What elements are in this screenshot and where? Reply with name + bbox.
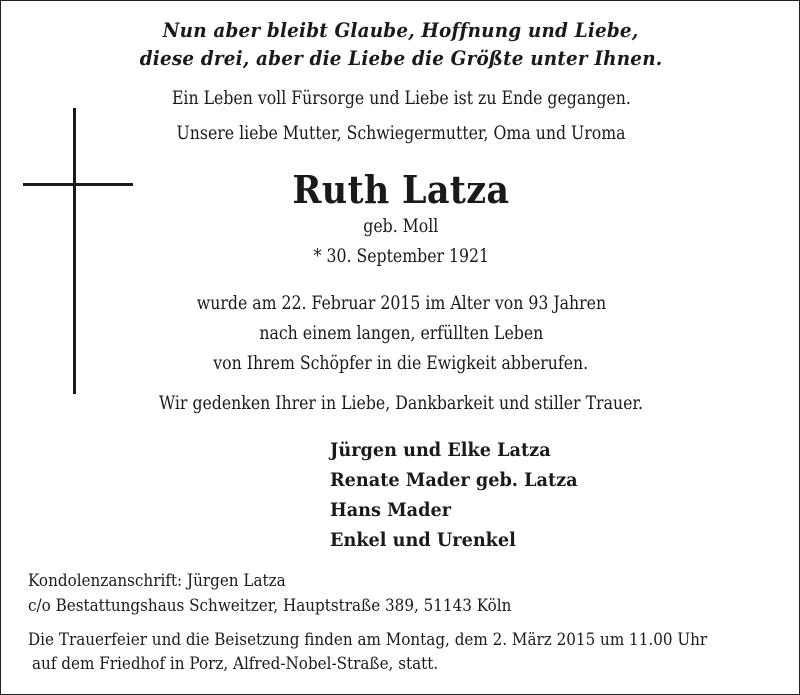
mourner-name: Enkel und Urenkel (330, 529, 516, 551)
mourner-name: Renate Mader geb. Latza (330, 469, 578, 491)
mourner-name: Hans Mader (330, 499, 452, 521)
message-line-1: wurde am 22. Februar 2015 im Alter von 93 Jahren (196, 292, 606, 314)
message-line-4: Wir gedenken Ihrer in Liebe, Dankbarkeit und stiller Trauer. (159, 392, 643, 414)
message-line-3: von Ihrem Schöpfer in die Ewigkeit abberufen. (213, 352, 589, 374)
condolence-line-2: c/o Bestattungshaus Schweitzer, Hauptstraße 389, 51143 Köln (28, 596, 512, 615)
mourner-name: Jürgen und Elke Latza (330, 439, 551, 461)
verse-line-1: Nun aber bleibt Glaube, Hoffnung und Liebe, (163, 18, 639, 42)
service-line-2: auf dem Friedhof in Porz, Alfred-Nobel-Straße, statt. (32, 654, 439, 673)
mourners-list (330, 435, 596, 555)
intro-line-1: Ein Leben voll Fürsorge und Liebe ist zu Ende gegangen. (171, 87, 631, 109)
intro-line-2: Unsere liebe Mutter, Schwiegermutter, Oma und Uroma (176, 122, 626, 144)
service-line-1: Die Trauerfeier und die Beisetzung finden am Montag, dem 2. März 2015 um 11.00 Uhr (28, 630, 708, 649)
message-line-2: nach einem langen, erfüllten Leben (259, 322, 543, 344)
birth-date: * 30. September 1921 (313, 245, 489, 267)
maiden-name: geb. Moll (363, 215, 439, 237)
condolence-line-1: Kondolenzanschrift: Jürgen Latza (28, 571, 286, 590)
deceased-name: Ruth Latza (292, 167, 510, 212)
verse-line-2: diese drei, aber die Liebe die Größte unter Ihnen. (139, 46, 663, 70)
